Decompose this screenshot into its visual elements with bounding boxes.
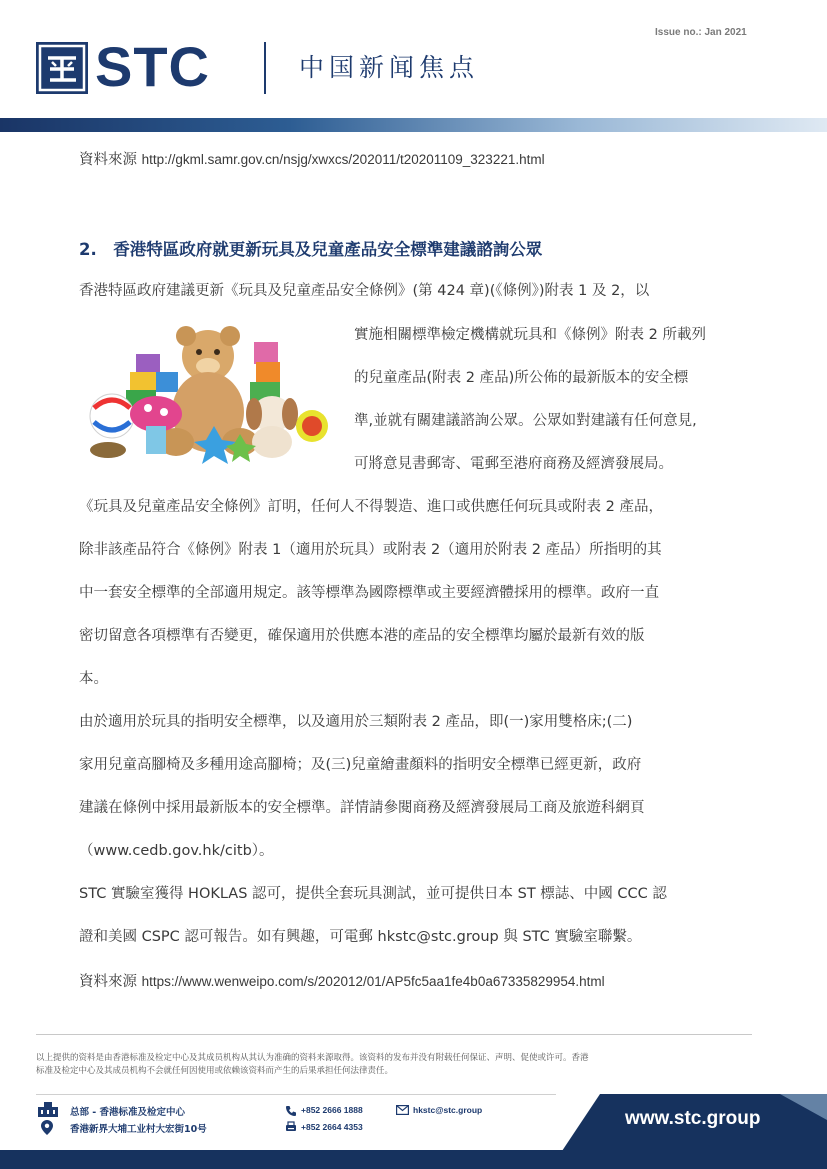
- section-title: 2. 香港特區政府就更新玩具及兒童產品安全標準建議諮詢公眾: [79, 240, 543, 259]
- phone-number[interactable]: +852 2666 1888: [301, 1105, 363, 1115]
- website-link[interactable]: www.stc.group: [625, 1108, 761, 1129]
- source-line-2: [79, 972, 605, 992]
- paragraph-line: 準,並就有關建議諮詢公眾。公眾如對建議有任何意見,: [354, 413, 697, 429]
- building-icon: [36, 1101, 60, 1117]
- paragraph-line: 《玩具及兒童產品安全條例》訂明，任何人不得製造、進口或供應任何玩具或附表 2 產品，: [79, 499, 663, 515]
- toys-image: [86, 322, 332, 470]
- paragraph-line: 實施相關標準檢定機構就玩具和《條例》附表 2 所載列: [354, 327, 706, 343]
- paragraph-line: 建議在條例中採用最新版本的安全標準。詳情請參閱商務及經濟發展局工商及旅遊科網頁: [79, 800, 645, 816]
- paragraph-line: 除非該產品符合《條例》附表 1（適用於玩具）或附表 2（適用於附表 2 產品）所指明的其: [79, 542, 662, 558]
- source-link[interactable]: https://www.wenweipo.com/s/202012/01/AP5fc5aa1fe4b0a67335829954.html: [141, 974, 605, 989]
- source-line-1: [79, 150, 545, 170]
- source-link[interactable]: http://gkml.samr.gov.cn/nsjg/xwxcs/202011/t20201109_323221.html: [141, 152, 545, 167]
- hq-label: 总部 - 香港标准及检定中心: [70, 1107, 186, 1118]
- paragraph-line: 本。: [79, 671, 108, 687]
- footer-divider: [36, 1094, 556, 1095]
- disclaimer-line: 以上提供的资料是由香港标准及检定中心及其成员机构从其认为准确的资料来源取得。该资料的发布并没有附载任何保证、声明、促使或许可。香港: [36, 1053, 589, 1063]
- location-pin-icon: [41, 1120, 53, 1135]
- page-title: 中国新闻焦点: [299, 53, 480, 82]
- source-label: 資料來源: [79, 974, 137, 990]
- header-band: [0, 118, 827, 132]
- phone-icon: [285, 1105, 297, 1117]
- fax-number[interactable]: +852 2664 4353: [301, 1122, 363, 1132]
- paragraph-line: 中一套安全標準的全部適用規定。該等標準為國際標準或主要經濟體採用的標準。政府一直: [79, 585, 659, 601]
- header-divider: [264, 42, 266, 94]
- footer-divider: [36, 1034, 752, 1035]
- paragraph-line: 的兒童產品(附表 2 產品)所公佈的最新版本的安全標: [354, 370, 689, 386]
- footer-band: [0, 1150, 827, 1169]
- source-label: 資料來源: [79, 152, 137, 168]
- address: 香港新界大埔工业村大宏街10号: [70, 1124, 207, 1135]
- disclaimer-line: 标准及检定中心及其成员机构不会就任何因使用或依赖该资料而产生的后果承担任何法律责任。: [36, 1066, 394, 1076]
- fax-icon: [285, 1121, 297, 1133]
- paragraph-line: 香港特區政府建議更新《玩具及兒童產品安全條例》(第 424 章)(《條例》)附表 1 及 2，以: [79, 283, 650, 299]
- email-icon: [396, 1105, 409, 1115]
- paragraph-line: 可將意見書郵寄、電郵至港府商務及經濟發展局。: [354, 456, 673, 472]
- paragraph-line: 密切留意各項標準有否變更，確保適用於供應本港的產品的安全標準均屬於最新有效的版: [79, 628, 645, 644]
- paragraph-line: （www.cedb.gov.hk/citb）。: [79, 843, 274, 859]
- paragraph-line: STC 實驗室獲得 HOKLAS 認可，提供全套玩具測試，並可提供日本 ST 標誌、中國 CCC 認: [79, 886, 667, 902]
- stc-logo-icon: [36, 42, 88, 94]
- paragraph-line: 證和美國 CSPC 認可報告。如有興趣，可電郵 hkstc@stc.group 與 STC 實驗室聯繫。: [79, 929, 642, 945]
- issue-number: Issue no.: Jan 2021: [655, 27, 747, 38]
- paragraph-line: 由於適用於玩具的指明安全標準，以及適用於三類附表 2 產品，即(一)家用雙格床;(二): [79, 714, 633, 730]
- paragraph-line: 家用兒童高腳椅及多種用途高腳椅；及(三)兒童繪畫顏料的指明安全標準已經更新，政府: [79, 757, 642, 773]
- logo-wordmark: STC: [95, 35, 210, 98]
- email-address[interactable]: hkstc@stc.group: [413, 1105, 483, 1115]
